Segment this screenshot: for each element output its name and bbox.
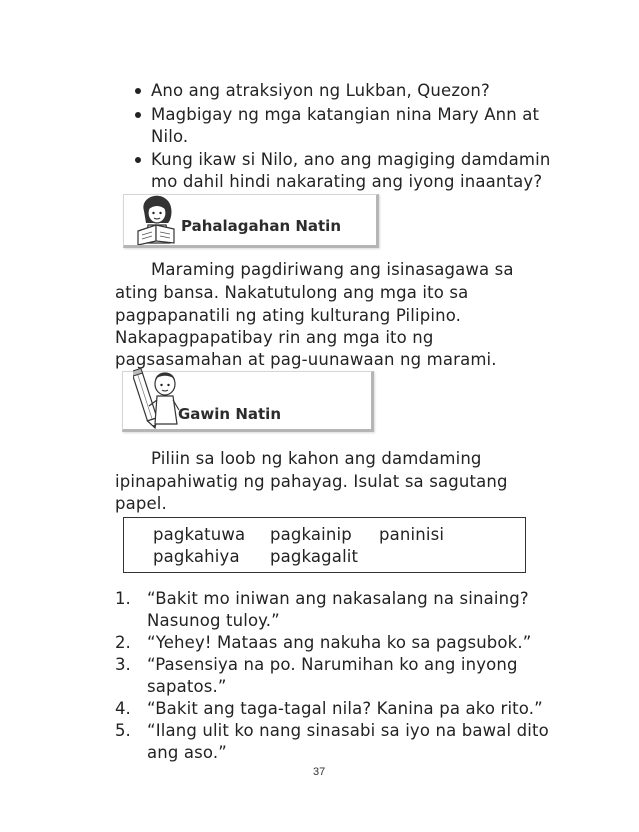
instruction-line: Piliin sa loob ng kahon ang damdaming: [151, 449, 482, 468]
list-item: “Bakit ang taga-tagal nila? Kanina pa ako rito.”: [147, 699, 543, 718]
item-number: 2.: [115, 633, 131, 652]
choice-word: pagkatuwa: [153, 525, 246, 544]
bullet-icon: [135, 112, 141, 118]
choice-word: pagkahiya: [153, 547, 240, 566]
choice-word: paninisi: [379, 525, 445, 544]
paragraph-line: Maraming pagdiriwang ang isinasagawa sa: [151, 260, 514, 279]
list-item-cont: sapatos.”: [147, 677, 227, 696]
boy-with-pencil-icon: [133, 366, 183, 430]
item-number: 4.: [115, 699, 131, 718]
question-2: Magbigay ng mga katangian nina Mary Ann at: [151, 105, 540, 124]
bullet-icon: [135, 157, 141, 163]
list-item: “Pasensiya na po. Narumihan ko ang inyong: [147, 655, 518, 674]
paragraph-line: ating bansa. Nakatutulong ang mga ito sa: [115, 283, 469, 302]
question-2-cont: Nilo.: [151, 127, 189, 146]
item-number: 5.: [115, 721, 131, 740]
banner-label: Pahalagahan Natin: [181, 217, 342, 235]
section-banner-pahalagahan: [123, 194, 379, 248]
instruction-line: papel.: [115, 494, 167, 513]
list-item-cont: ang aso.”: [147, 743, 227, 762]
paragraph-line: pagpapanatili ng ating kulturang Pilipino.: [115, 306, 462, 325]
list-item: “Bakit mo iniwan ang nakasalang na sinaing?: [147, 589, 529, 608]
list-item-cont: Nasunog tuloy.”: [147, 611, 280, 630]
paragraph-line: pagsasamahan at pag-uunawaan ng marami.: [115, 350, 497, 369]
page-number: 37: [313, 766, 326, 778]
paragraph-line: Nakapagpapatibay rin ang mga ito ng: [115, 328, 434, 347]
section-banner-gawin: [122, 371, 374, 432]
banner-label: Gawin Natin: [178, 405, 282, 423]
question-1: Ano ang atraksiyon ng Lukban, Quezon?: [151, 81, 490, 100]
item-number: 3.: [115, 655, 131, 674]
bullet-icon: [135, 88, 141, 94]
list-item: “Yehey! Mataas ang nakuha ko sa pagsubok.”: [147, 633, 532, 652]
choice-word: pagkainip: [270, 525, 352, 544]
question-3-cont: mo dahil hindi nakarating ang iyong inaantay?: [151, 172, 543, 191]
instruction-line: ipinapahiwatig ng pahayag. Isulat sa sagutang: [115, 472, 508, 491]
question-3: Kung ikaw si Nilo, ano ang magiging damdamin: [151, 150, 551, 169]
choice-word: pagkagalit: [270, 547, 359, 566]
word-choices-box: [123, 517, 526, 573]
girl-reading-icon: [134, 193, 182, 245]
item-number: 1.: [115, 589, 131, 608]
list-item: “Ilang ulit ko nang sinasabi sa iyo na bawal dito: [147, 721, 549, 740]
